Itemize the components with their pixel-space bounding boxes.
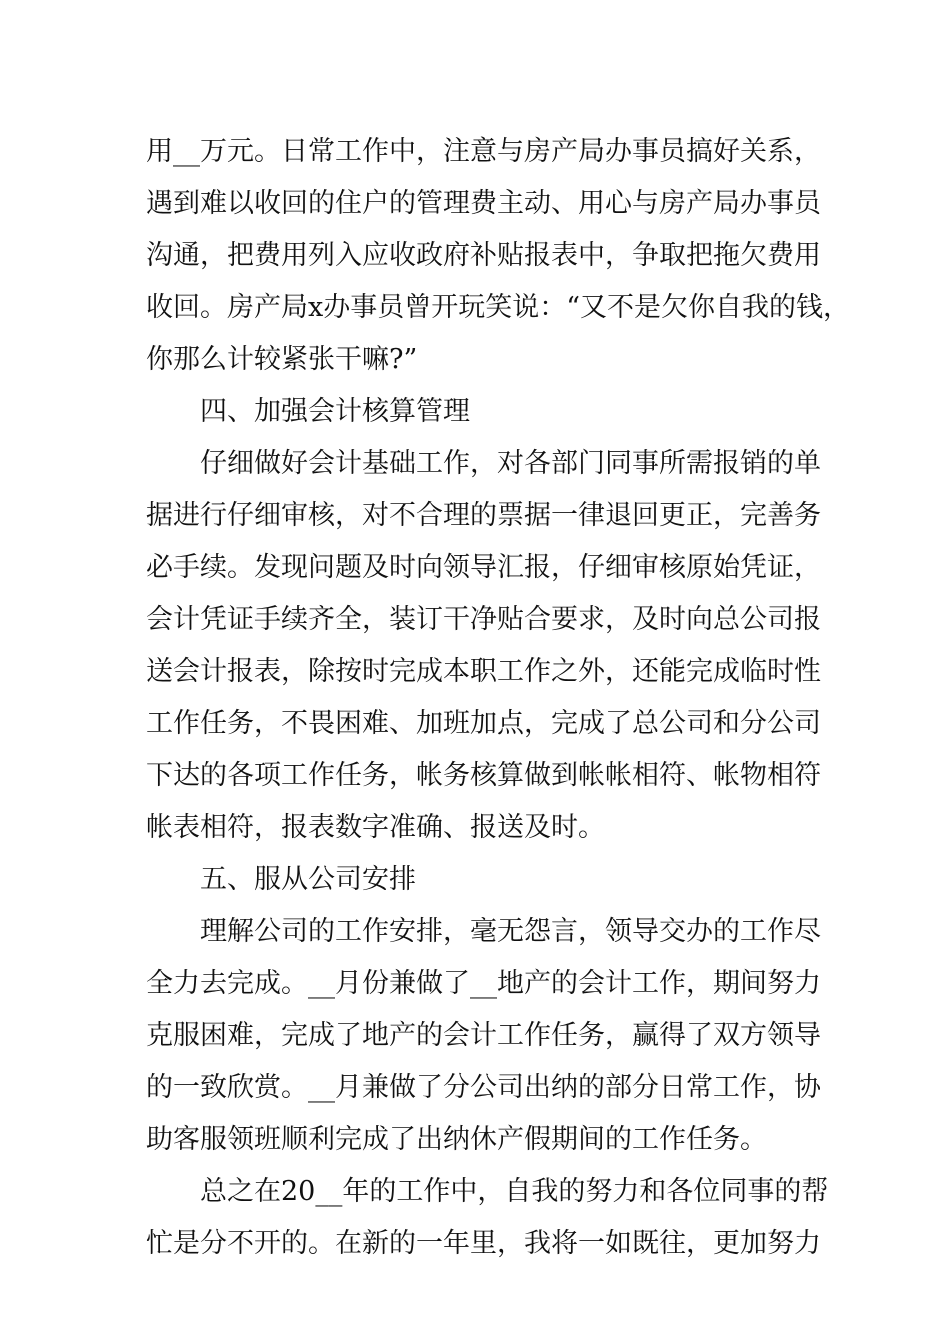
text-line: 助客服领班顺利完成了出纳休产假期间的工作任务。 — [146, 1124, 767, 1155]
text-line: 会计凭证手续齐全，装订干净贴合要求，及时向总公司报 — [146, 604, 821, 635]
text-line: 全力去完成。__月份兼做了__地产的会计工作，期间努力 — [146, 968, 821, 999]
paragraph-start: 仔细做好会计基础工作，对各部门同事所需报销的单 — [200, 448, 821, 479]
text-line: 遇到难以收回的住户的管理费主动、用心与房产局办事员 — [146, 188, 821, 219]
text-line: 你那么计较紧张干嘛?” — [146, 344, 418, 375]
text-line: 忙是分不开的。在新的一年里，我将一如既往，更加努力 — [146, 1228, 821, 1259]
text-line: 的一致欣赏。__月兼做了分公司出纳的部分日常工作，协 — [146, 1072, 821, 1103]
text-line: 帐表相符，报表数字准确、报送及时。 — [146, 812, 605, 843]
section-heading-4: 四、加强会计核算管理 — [200, 396, 470, 427]
text-line: 工作任务，不畏困难、加班加点，完成了总公司和分公司 — [146, 708, 821, 739]
paragraph-start: 理解公司的工作安排，毫无怨言，领导交办的工作尽 — [200, 916, 821, 947]
text-line: 沟通，把费用列入应收政府补贴报表中，争取把拖欠费用 — [146, 240, 821, 271]
text-line: 下达的各项工作任务，帐务核算做到帐帐相符、帐物相符 — [146, 760, 821, 791]
text-line: 送会计报表，除按时完成本职工作之外，还能完成临时性 — [146, 656, 821, 687]
text-line: 用__万元。日常工作中，注意与房产局办事员搞好关系， — [146, 136, 821, 167]
text-line: 收回。房产局x办事员曾开玩笑说：“又不是欠你自我的钱， — [146, 292, 851, 323]
text-line: 据进行仔细审核，对不合理的票据一律退回更正，完善务 — [146, 500, 821, 531]
text-line: 必手续。发现问题及时向领导汇报，仔细审核原始凭证， — [146, 552, 821, 583]
text-line: 克服困难，完成了地产的会计工作任务，赢得了双方领导 — [146, 1020, 821, 1051]
paragraph-start: 总之在20__年的工作中，自我的努力和各位同事的帮 — [200, 1176, 829, 1207]
section-heading-5: 五、服从公司安排 — [200, 864, 416, 895]
document-body — [146, 126, 851, 1270]
